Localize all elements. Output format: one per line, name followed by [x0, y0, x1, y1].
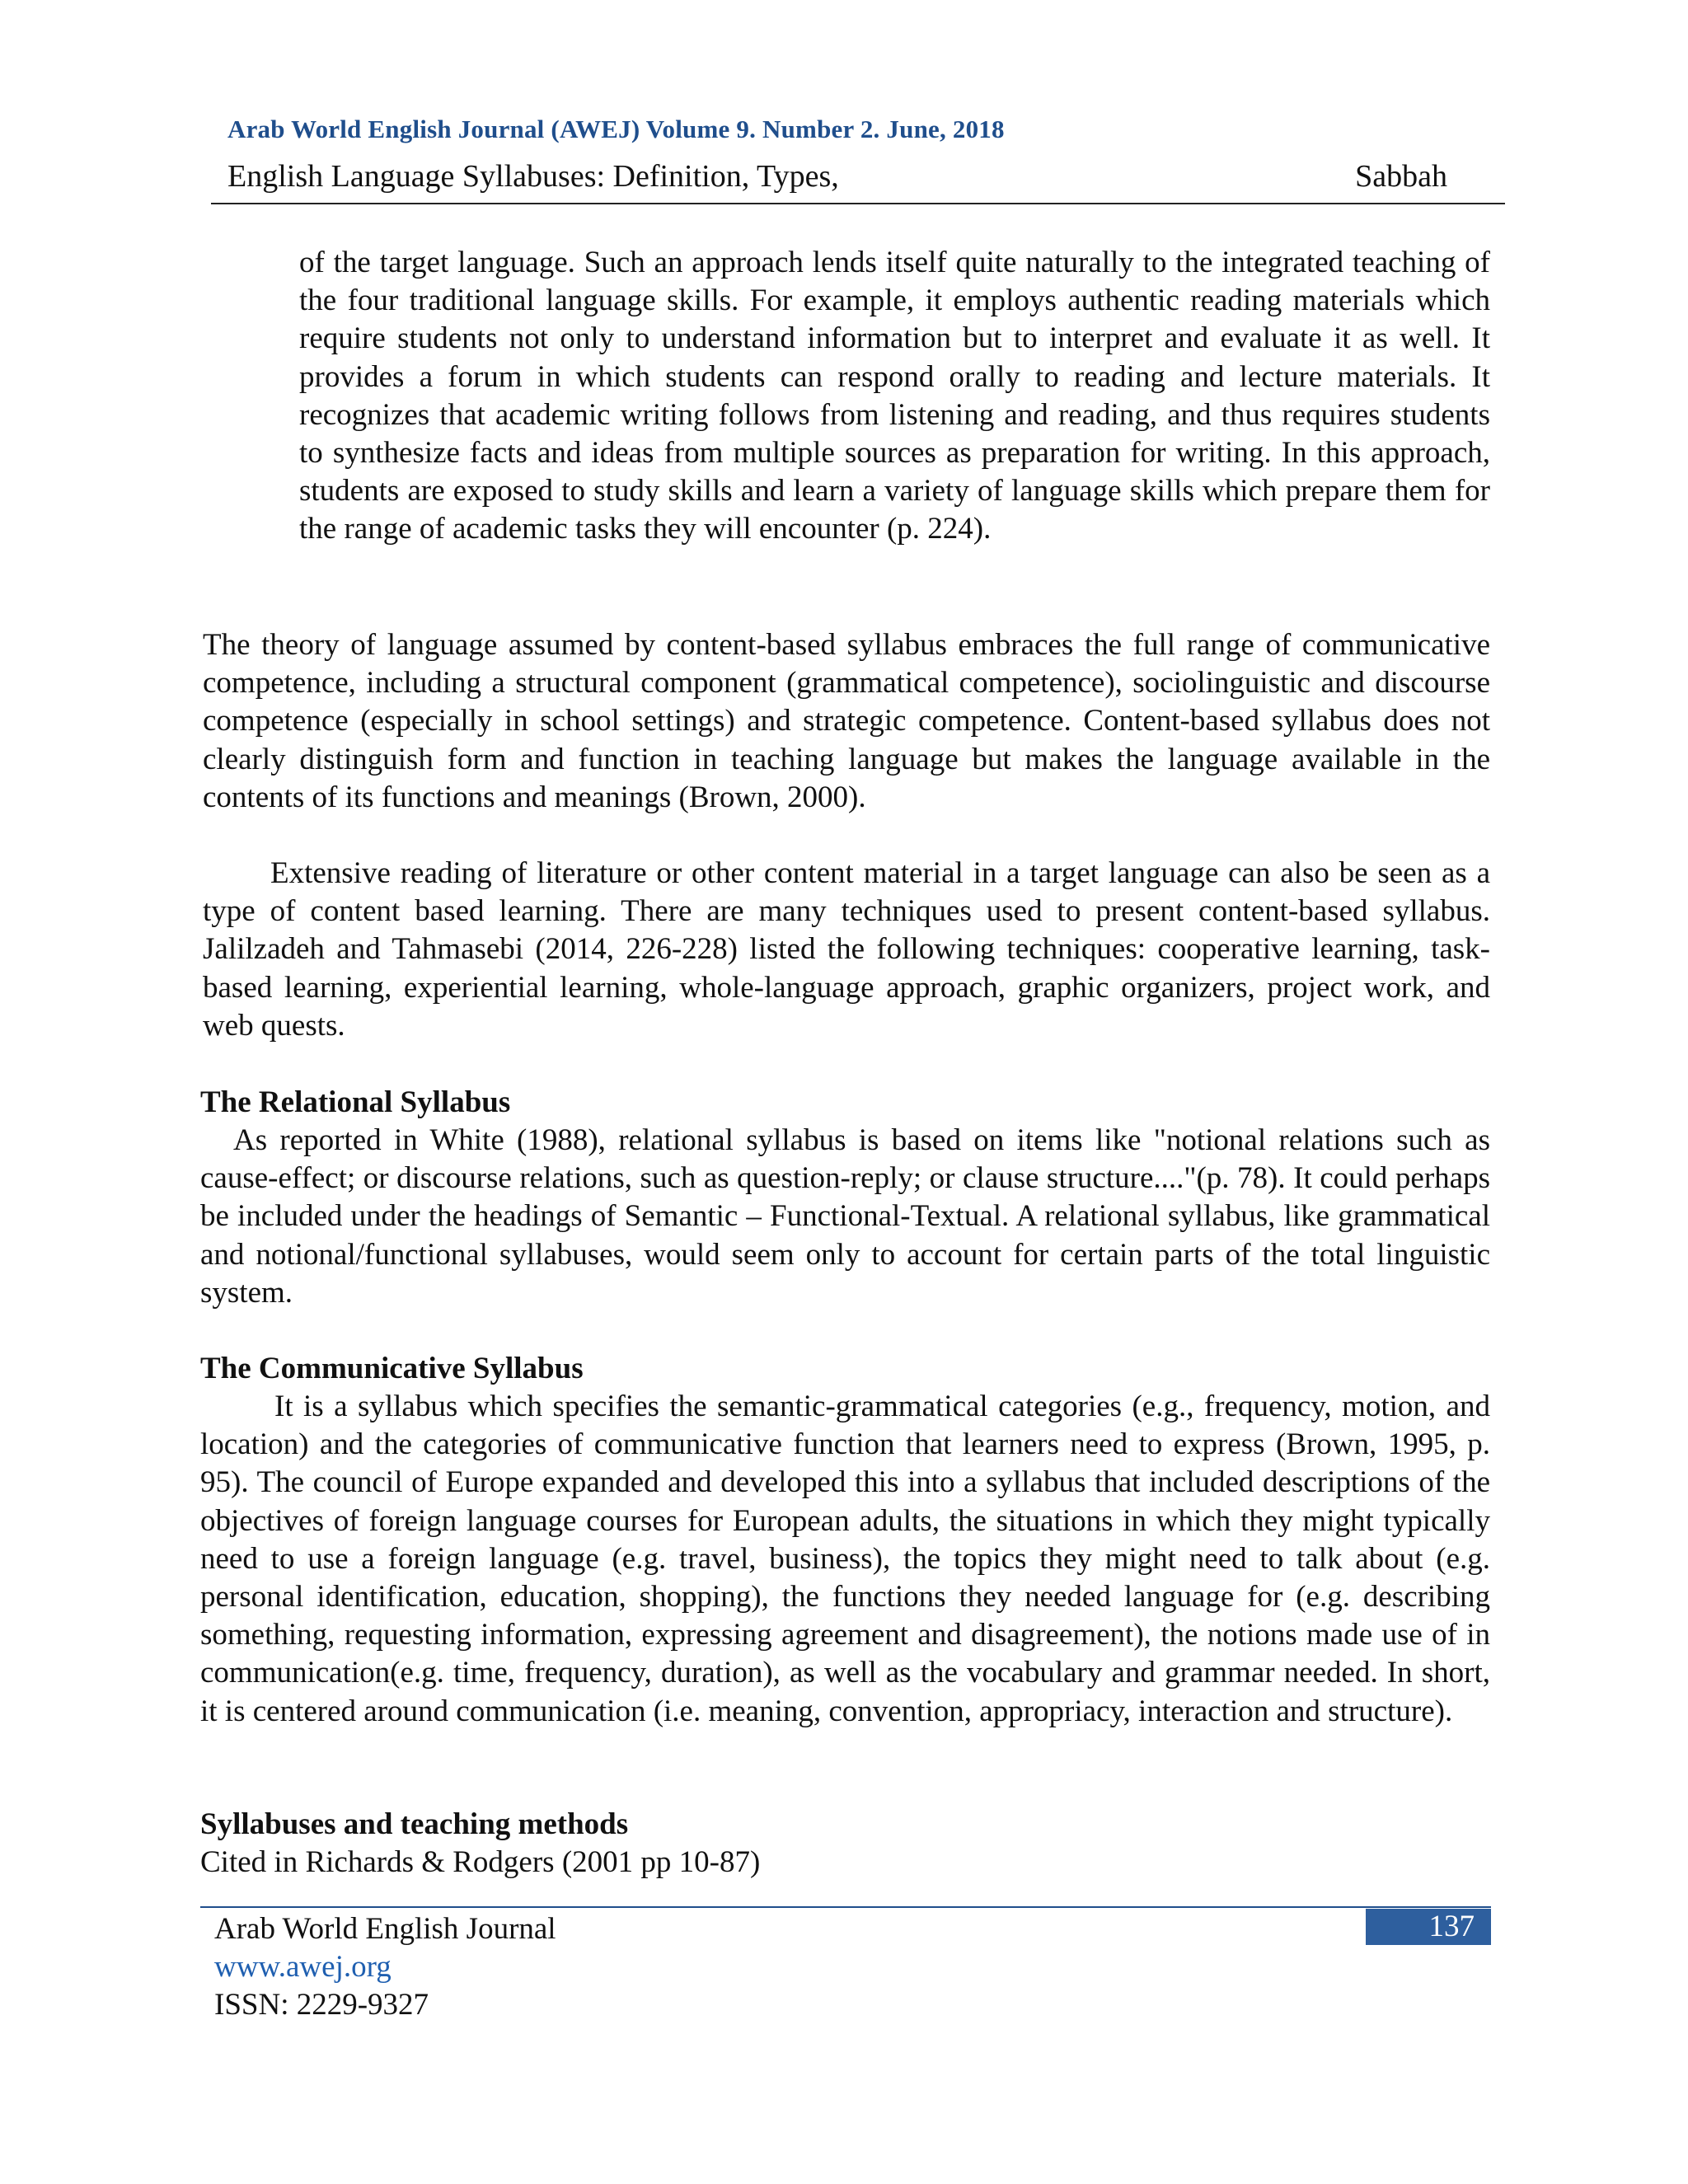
paragraph-methods: Cited in Richards & Rodgers (2001 pp 10-87) [200, 1845, 761, 1879]
section-heading-methods: Syllabuses and teaching methods [200, 1807, 629, 1841]
page-number-badge [1366, 1909, 1491, 1945]
journal-line: Arab World English Journal (AWEJ) Volume 9. Number 2. June, 2018 [227, 115, 1005, 143]
footer-issn: ISSN: 2229-9327 [214, 1988, 429, 2022]
footer-journal-name: Arab World English Journal [214, 1912, 556, 1946]
page-number: 137 [1428, 1910, 1475, 1943]
section-heading-relational: The Relational Syllabus [200, 1085, 511, 1119]
paragraph-theory: The theory of language assumed by content-based syllabus embraces the full range of communicative competence, including a structural component (grammatical competence), sociolinguistic and discourse competence (especially in school settings) and strategic competence. Content-based syllabus does not clearly distinguish form and function in teaching language but makes the language available in the contents of its functions and meanings (Brown, 2000). [203, 628, 1490, 814]
footer-divider [200, 1906, 1491, 1908]
paragraph-communicative: It is a syllabus which specifies the semantic-grammatical categories (e.g., frequency, motion, and location) and the categories of communicative function that learners need to express (Brown, 1995, p. 95). The council of Europe expanded and developed this into a syllabus that included descriptions of the objectives of foreign language courses for European adults, the situations in which they might typically need to use a foreign language (e.g. travel, business), the topics they might need to talk about (e.g. personal identification, education, shopping), the functions they needed language for (e.g. describing something, requesting information, expressing agreement and disagreement), the notions made use of in communication(e.g. time, frequency, duration), as well as the vocabulary and grammar needed. In short, it is centered around communication (i.e. meaning, convention, appropriacy, interaction and structure). [200, 1390, 1490, 1728]
footer-website-link[interactable]: www.awej.org [214, 1950, 392, 1984]
paragraph-relational: As reported in White (1988), relational syllabus is based on items like "notional relations such as cause-effect; or discourse relations, such as question-reply; or clause structure...."(p. 78). It could perhaps be included under the headings of Semantic – Functional-Textual. A relational syllabus, like grammatical and notional/functional syllabuses, would seem only to account for certain parts of the total linguistic system. [200, 1123, 1490, 1310]
block-quote: of the target language. Such an approach lends itself quite naturally to the integrated teaching of the four traditional language skills. For example, it employs authentic reading materials which require students not only to understand information but to interpret and evaluate it as well. It provides a forum in which students can respond orally to reading and lecture materials. It recognizes that academic writing follows from listening and reading, and thus requires students to synthesize facts and ideas from multiple sources as preparation for writing. In this approach, students are exposed to study skills and learn a variety of language skills which prepare them for the range of academic tasks they will encounter (p. 224). [299, 246, 1490, 546]
article-title: English Language Syllabuses: Definition, Types, [227, 159, 839, 194]
header-divider [211, 203, 1505, 204]
section-heading-communicative: The Communicative Syllabus [200, 1352, 584, 1385]
author-name: Sabbah [1355, 159, 1447, 194]
running-header [227, 157, 1447, 196]
paragraph-extensive-reading: Extensive reading of literature or other content material in a target language can also be seen as a type of content based learning. There are many techniques used to present content-based syllabus. Jalilzadeh and Tahmasebi (2014, 226-228) listed the following techniques: cooperative learning, task-based learning, experiential learning, whole-language approach, graphic organizers, project work, and web quests. [203, 856, 1490, 1043]
